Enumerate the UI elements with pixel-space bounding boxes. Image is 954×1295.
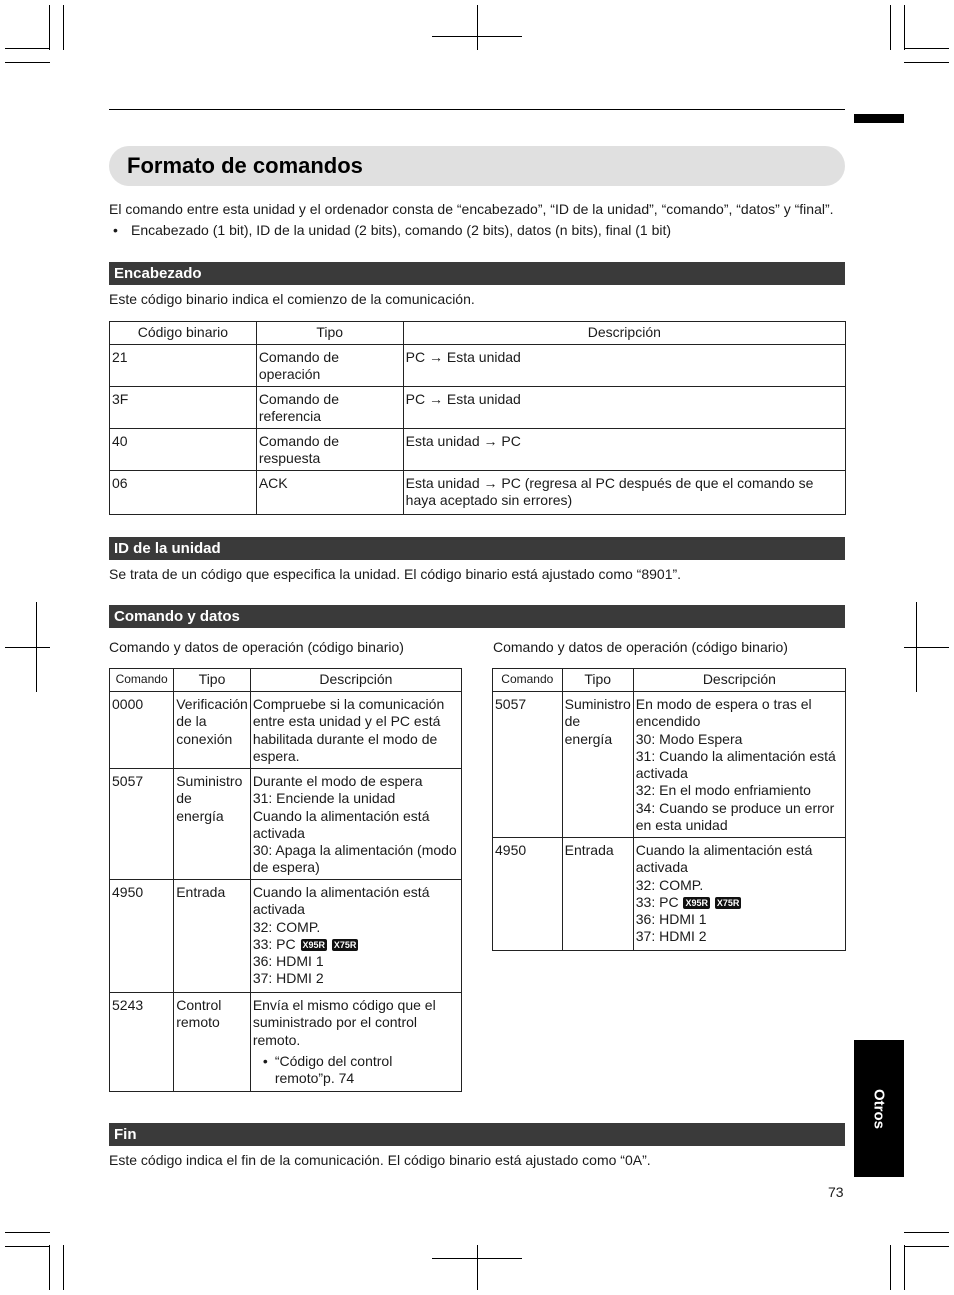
desc-line: 32: COMP. <box>252 918 321 935</box>
cell-desc: PC → Esta unidad <box>403 345 845 387</box>
col-header: Comando <box>110 669 174 692</box>
cell-type <box>562 838 633 951</box>
type-line: de <box>564 713 581 730</box>
col-header: Tipo <box>174 669 251 692</box>
desc-line <box>253 936 459 953</box>
table-row <box>110 769 462 880</box>
desc-line: 32: COMP. <box>635 876 704 893</box>
section-heading: ID de la unidad <box>114 540 221 557</box>
desc-line: Cuando la alimentación está <box>252 807 430 824</box>
cell-type: Comando de respuesta <box>256 429 403 471</box>
desc-line <box>636 894 843 911</box>
type-line: energía <box>176 807 224 824</box>
table-row <box>110 880 462 993</box>
cell-code: 4950 <box>110 880 174 993</box>
cell-type <box>174 993 251 1092</box>
table-row <box>110 692 462 769</box>
title-bar <box>109 146 845 186</box>
type-line: Suministro <box>564 696 631 712</box>
cell-type: Comando de referencia <box>256 387 403 429</box>
table-row <box>110 471 846 515</box>
command-table-right <box>492 668 846 951</box>
cell-desc <box>250 880 461 993</box>
col-header: Descripción <box>633 669 845 692</box>
cell-desc <box>633 692 845 838</box>
fin-desc: Este código indica el fin de la comunicación. El código binario está ajustado como “0A”. <box>109 1152 651 1168</box>
type-line: Suministro <box>176 773 243 789</box>
model-tag-x95r: X95R <box>685 897 708 908</box>
cell-type: ACK <box>256 471 403 515</box>
desc-line: Cuando la alimentación está <box>252 884 430 900</box>
cell-code: 5057 <box>110 769 174 880</box>
section-heading: Encabezado <box>114 265 202 282</box>
col-header: Tipo <box>256 322 403 345</box>
desc-line: espera. <box>252 747 300 764</box>
desc-line: entre esta unidad y el PC está <box>252 713 441 730</box>
col-header: Comando <box>493 669 563 692</box>
cell-type <box>174 880 251 993</box>
cell-desc <box>633 838 845 951</box>
desc-line: Envía el mismo código que el <box>252 997 436 1013</box>
intro-text: El comando entre esta unidad y el ordenador consta de “encabezado”, “ID de la unidad”, “comando”, “datos” y “final”. <box>109 201 834 217</box>
chapter-tab[interactable] <box>854 1040 904 1177</box>
desc-line: 37: HDMI 2 <box>252 970 324 987</box>
desc-line: 31: Cuando la alimentación está <box>635 747 836 764</box>
cell-type <box>562 692 633 838</box>
cell-type <box>174 769 251 880</box>
type-line: remoto <box>176 1014 220 1031</box>
desc-line: 30: Modo Espera <box>635 730 743 747</box>
desc-line: remoto. <box>252 1031 301 1048</box>
header-rule <box>109 109 845 110</box>
col-header: Código binario <box>110 322 257 345</box>
type-line: de la <box>176 713 207 730</box>
desc-line: 37: HDMI 2 <box>635 928 707 945</box>
cell-code: 40 <box>110 429 257 471</box>
reference-line: “Código del control <box>274 1052 393 1069</box>
table-row <box>110 993 462 1092</box>
chapter-tab-label: Otros <box>870 1088 888 1129</box>
cell-code: 5243 <box>110 993 174 1092</box>
cell-desc <box>250 769 461 880</box>
model-tag-x75r: X75R <box>333 939 357 950</box>
desc-line: activada <box>635 765 688 782</box>
section-comando <box>109 605 845 628</box>
cell-type: Comando de operación <box>256 345 403 387</box>
bullet-dot: • <box>262 1052 268 1069</box>
desc-line: 31: Enciende la unidad <box>252 790 396 807</box>
section-heading: Fin <box>114 1126 137 1143</box>
desc-line: 34: Cuando se produce un error <box>635 799 835 816</box>
table-row <box>493 692 846 838</box>
table-row <box>110 345 846 387</box>
cell-code: 4950 <box>493 838 563 951</box>
model-tag-x95r: X95R <box>302 939 326 950</box>
type-line: Verificación <box>176 696 248 712</box>
desc-line: de espera) <box>252 859 320 876</box>
page-title: Formato de comandos <box>127 153 363 178</box>
section-id-unidad <box>109 537 845 560</box>
page-number: 73 <box>828 1184 844 1200</box>
section-fin <box>109 1123 845 1146</box>
cell-code: 21 <box>110 345 257 387</box>
model-tag-x75r: X75R <box>716 897 740 908</box>
desc-line: activada <box>635 859 688 876</box>
desc-line: activada <box>252 824 305 841</box>
type-line: energía <box>564 730 613 747</box>
desc-line: 36: HDMI 1 <box>635 911 707 928</box>
intro-bullet <box>113 222 671 239</box>
desc-line: En modo de espera o tras el <box>635 696 812 712</box>
desc-line: 32: En el modo enfriamiento <box>635 782 811 799</box>
pc-line: 33: PC <box>252 935 296 952</box>
desc-line: Compruebe si la comunicación <box>252 696 445 712</box>
col-header: Descripción <box>403 322 845 345</box>
section-encabezado <box>109 262 845 285</box>
table-row <box>110 429 846 471</box>
cell-desc: Esta unidad → PC <box>403 429 845 471</box>
cell-desc <box>250 692 461 769</box>
desc-line: en esta unidad <box>635 817 728 834</box>
reference-link[interactable] <box>253 1053 459 1088</box>
table-row <box>493 838 846 951</box>
command-table-left <box>109 668 462 1092</box>
cell-desc: Esta unidad → PC (regresa al PC después de que el comando se haya aceptado sin errores) <box>403 471 845 515</box>
left-caption: Comando y datos de operación (código binario) <box>109 639 404 655</box>
type-line: de <box>176 790 192 807</box>
cell-code: 3F <box>110 387 257 429</box>
header-code-table <box>109 321 846 515</box>
desc-line: suministrado por el control <box>252 1014 417 1031</box>
type-line: Entrada <box>176 884 226 900</box>
type-line: conexión <box>176 730 233 747</box>
cell-code: 06 <box>110 471 257 515</box>
section-heading: Comando y datos <box>114 608 240 625</box>
table-row <box>110 387 846 429</box>
desc-line: 36: HDMI 1 <box>252 953 324 970</box>
desc-line: Durante el modo de espera <box>252 773 423 789</box>
cell-code: 0000 <box>110 692 174 769</box>
cell-desc <box>250 993 461 1092</box>
cell-desc: PC → Esta unidad <box>403 387 845 429</box>
cell-type <box>174 692 251 769</box>
intro-bullet-text: Encabezado (1 bit), ID de la unidad (2 bits), comando (2 bits), datos (n bits), final (1 bit) <box>131 222 672 238</box>
encabezado-desc: Este código binario indica el comienzo de la comunicación. <box>109 291 475 307</box>
type-line: Entrada <box>564 842 614 858</box>
id-unidad-desc: Se trata de un código que especifica la unidad. El código binario está ajustado como “8901”. <box>109 566 682 582</box>
cell-code: 5057 <box>493 692 563 838</box>
right-caption: Comando y datos de operación (código binario) <box>493 639 788 655</box>
desc-line: Cuando la alimentación está <box>635 842 813 858</box>
desc-line: encendido <box>635 713 701 730</box>
col-header: Tipo <box>562 669 633 692</box>
bullet-dot: • <box>113 222 118 238</box>
desc-line: activada <box>252 901 305 918</box>
desc-line: habilitada durante el modo de <box>252 730 438 747</box>
reference-line: remoto”p. 74 <box>274 1070 355 1087</box>
type-line: Control <box>176 997 222 1013</box>
desc-line: 30: Apaga la alimentación (modo <box>252 842 457 859</box>
col-header: Descripción <box>250 669 461 692</box>
chapter-marker <box>854 114 904 123</box>
pc-line: 33: PC <box>635 893 679 910</box>
